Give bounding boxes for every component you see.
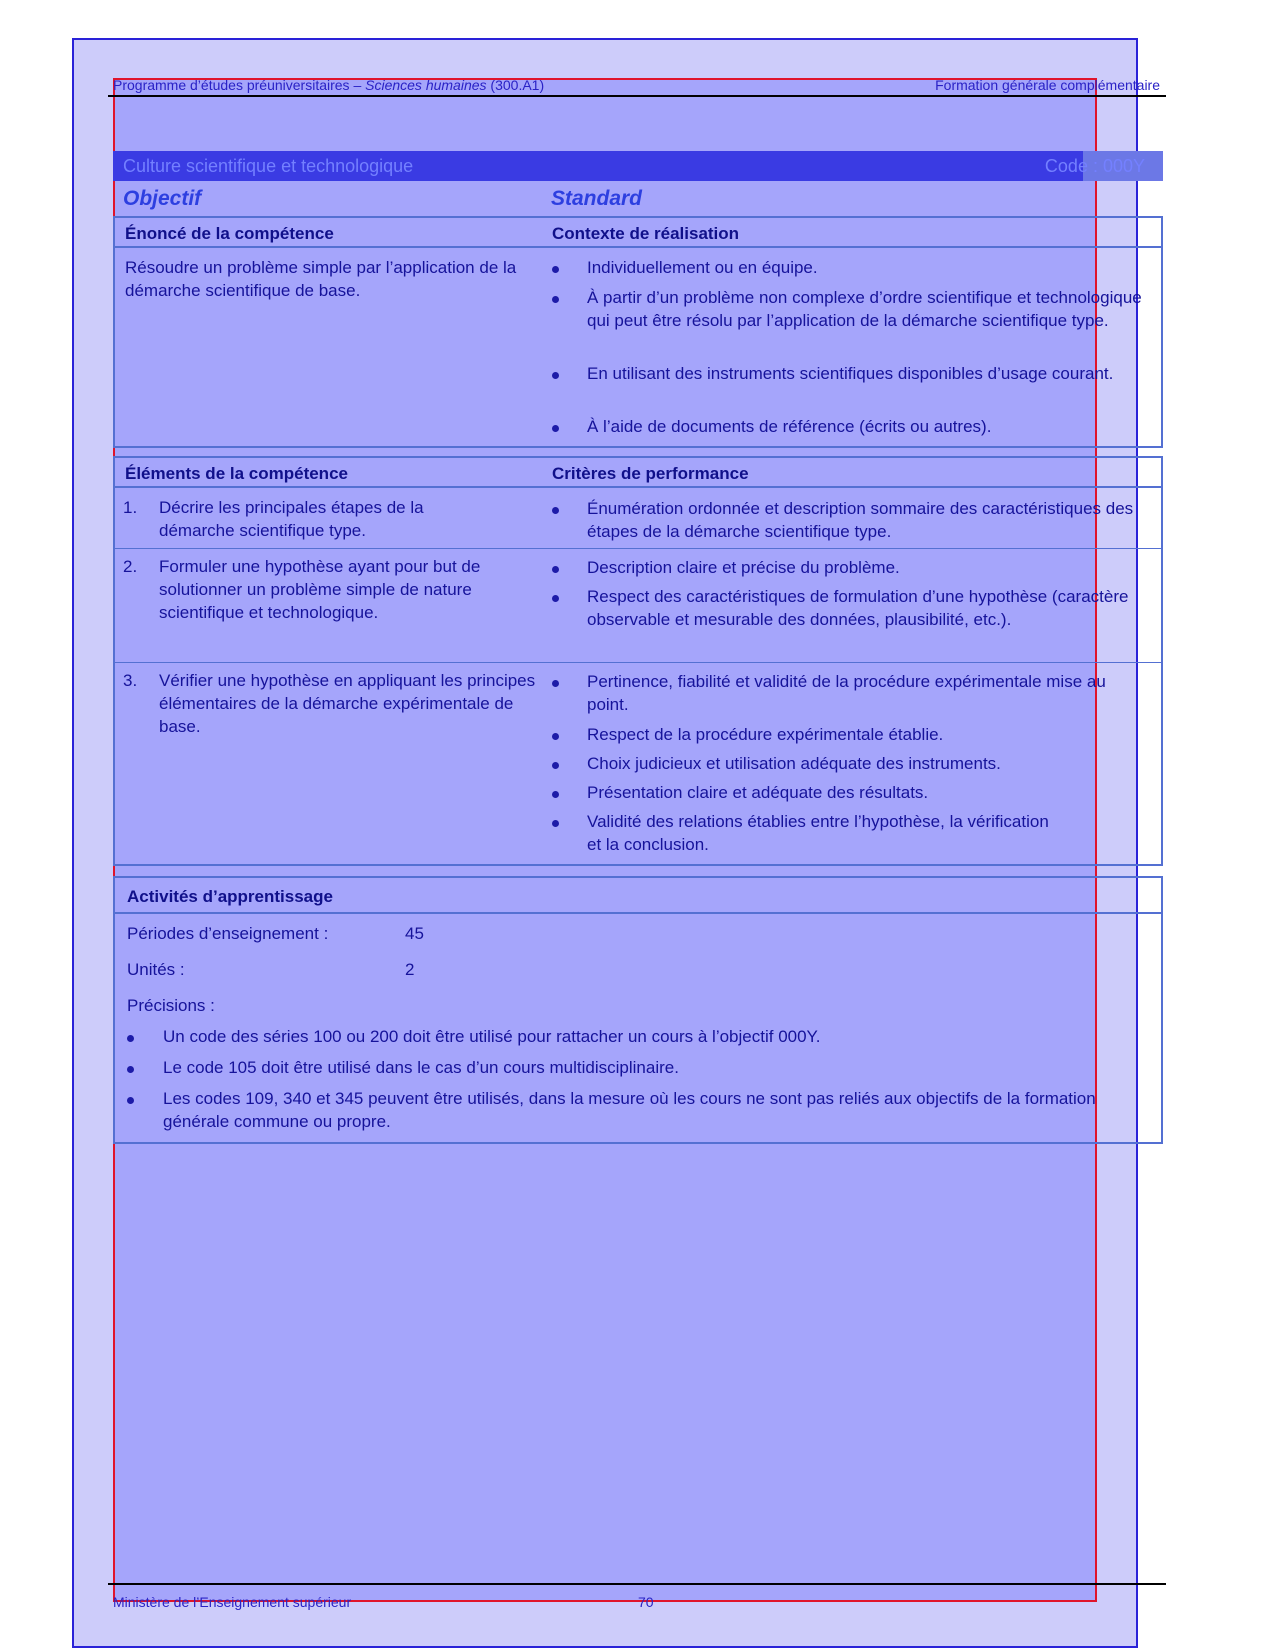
context-item: À l’aide de documents de référence (écrits ou autres). (587, 417, 992, 436)
criterion-item: Description claire et précise du problème. (587, 558, 900, 577)
bullet-icon (127, 1035, 134, 1042)
units-value: 2 (405, 960, 415, 979)
bullet-icon (552, 595, 559, 602)
running-footer (113, 1594, 653, 1610)
running-header (113, 77, 1160, 93)
precision-item: Un code des séries 100 ou 200 doit être utilisé pour rattacher un cours à l’objectif 000Y. (163, 1027, 821, 1046)
precision-item: Le code 105 doit être utilisé dans le cas d’un cours multidisciplinaire. (163, 1058, 679, 1077)
bullet-icon (552, 425, 559, 432)
elements-section (113, 456, 1163, 866)
bullet-icon (552, 820, 559, 827)
bullet-icon (552, 680, 559, 687)
criterion-item: Respect des caractéristiques de formulation d’une hypothèse (caractère observable et mesurable des données, plausibilité, etc.). (587, 587, 1129, 629)
bullet-icon (552, 733, 559, 740)
element-number: 3. (123, 671, 138, 690)
criteria-heading: Critères de performance (552, 464, 749, 483)
row-divider (115, 548, 1161, 549)
bullet-icon (552, 507, 559, 514)
competence-heading: Énoncé de la compétence (125, 224, 334, 243)
column-heading-standard: Standard (551, 187, 643, 210)
bullet-icon (552, 296, 559, 303)
criterion-item: Présentation claire et adéquate des résultats. (587, 783, 929, 802)
bullet-icon (552, 266, 559, 273)
criterion-item: Validité des relations établies entre l’hypothèse, la vérification et la conclusion. (587, 812, 1049, 854)
objective-title: Culture scientifique et technologique (123, 156, 414, 176)
formation-label: Formation générale complémentaire (935, 77, 1160, 93)
row-divider (115, 662, 1161, 663)
ministry-label: Ministère de l’Enseignement supérieur (113, 1594, 352, 1610)
criterion-item: Choix judicieux et utilisation adéquate des instruments. (587, 754, 1001, 773)
header-rule (108, 95, 1166, 97)
element-text: Formuler une hypothèse ayant pour but de solutionner un problème simple de nature scientifique et technologique. (159, 557, 481, 622)
activities-section (113, 876, 1163, 1144)
element-text: Décrire les principales étapes de la démarche scientifique type. (159, 498, 424, 540)
criterion-item: Respect de la procédure expérimentale établie. (587, 725, 944, 744)
objective-title-band (113, 151, 1163, 181)
competence-statement: Résoudre un problème simple par l’application de la démarche scientifique de base. (125, 258, 517, 300)
elements-heading: Éléments de la compétence (125, 464, 348, 483)
objective-code: Code : 000Y (1044, 156, 1145, 176)
footer-rule (108, 1583, 1166, 1585)
column-heading-objective: Objectif (123, 187, 202, 210)
periods-label: Périodes d’enseignement : (127, 924, 329, 943)
element-number: 2. (123, 557, 138, 576)
bullet-icon (552, 566, 559, 573)
bullet-icon (552, 762, 559, 769)
context-item: À partir d’un problème non complexe d’ordre scientifique et technologique qui peut être résolu par l’application de la démarche scientifique type. (587, 288, 1142, 330)
bullet-icon (127, 1066, 134, 1073)
context-item: Individuellement ou en équipe. (587, 258, 818, 277)
activities-heading: Activités d’apprentissage (127, 887, 333, 906)
bullet-icon (552, 791, 559, 798)
precision-item: Les codes 109, 340 et 345 peuvent être utilisés, dans la mesure où les cours ne sont pas reliés aux objectifs de la formation générale commune ou propre. (163, 1089, 1096, 1131)
criterion-item: Énumération ordonnée et description sommaire des caractéristiques des étapes de la démarche scientifique type. (587, 499, 1134, 541)
context-heading: Contexte de réalisation (552, 224, 740, 243)
program-title: Programme d’études préuniversitaires – Sciences humaines (300.A1) (113, 77, 545, 93)
element-text: Vérifier une hypothèse en appliquant les principes élémentaires de la démarche expérimentale de base. (159, 671, 536, 736)
element-number: 1. (123, 498, 138, 517)
precisions-label: Précisions : (127, 996, 215, 1015)
periods-value: 45 (405, 924, 424, 943)
context-item: En utilisant des instruments scientifiques disponibles d’usage courant. (587, 364, 1114, 383)
bullet-icon (127, 1097, 134, 1104)
competence-section (113, 216, 1163, 448)
page-number: 70 (638, 1594, 654, 1610)
units-label: Unités : (127, 960, 185, 979)
criterion-item: Pertinence, fiabilité et validité de la procédure expérimentale mise au point. (587, 672, 1106, 714)
bullet-icon (552, 372, 559, 379)
